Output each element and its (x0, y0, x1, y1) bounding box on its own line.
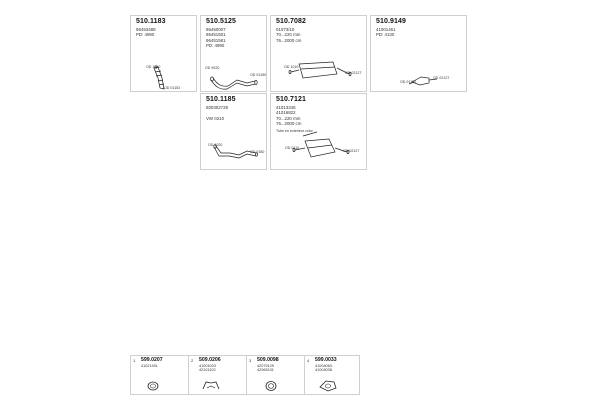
pipe-diameter-label: OD 02127 (345, 71, 362, 75)
part-card-510-1183[interactable] (130, 15, 197, 92)
exhaust-part-diagram (271, 94, 368, 171)
part-card-510-1185[interactable] (200, 93, 267, 170)
part-code: 510.1185 (206, 96, 236, 103)
part-code: 510.7082 (276, 18, 306, 25)
kit-references: 41004063 41004038 (315, 364, 332, 373)
kit-item[interactable] (131, 356, 188, 394)
part-code: 510.1183 (136, 18, 166, 25)
pipe-diameter-label: OD 9220 (205, 66, 220, 70)
accessory-kits-strip (130, 355, 360, 395)
kit-references: 41001003 42101102 (199, 364, 216, 373)
part-references: 500302729 VW 0210 (206, 105, 228, 121)
kit-index: 1 (133, 358, 136, 363)
exhaust-part-diagram (201, 16, 268, 93)
pipe-diameter-label: OD 1020 (208, 143, 223, 147)
clamp-icon (189, 356, 246, 394)
note-label: Tube en exterieur color (276, 129, 313, 133)
flange-gasket-icon (305, 356, 360, 394)
part-references: 96450007 96451501 96451581 PD: 4990 (206, 27, 226, 49)
kit-references: 42075129 42065131 (257, 364, 274, 373)
exhaust-part-diagram (371, 16, 468, 93)
pipe-diameter-label: OD 02127 (343, 149, 360, 153)
part-references: 41001461 PD: 4130 (376, 27, 396, 38)
kit-code: 599.0207 (141, 357, 163, 363)
kit-code: 509.0206 (199, 357, 221, 363)
pipe-diameter-label: OD 01150 (400, 80, 417, 84)
part-card-510-9149[interactable] (370, 15, 467, 92)
kit-item[interactable] (247, 356, 304, 394)
part-code: 510.9149 (376, 18, 406, 25)
exhaust-part-diagram (271, 16, 368, 93)
part-card-510-7082[interactable] (270, 15, 367, 92)
gasket-icon (131, 356, 188, 394)
kit-references: 41021451 (141, 364, 158, 368)
kit-code: 599.0033 (315, 357, 337, 363)
pipe-diameter-label: OD 1010 (284, 65, 299, 69)
kit-code: 509.0098 (257, 357, 279, 363)
kit-index: 4 (307, 358, 310, 363)
part-references: 41013345 41016822 70...220 mm 76...2000 cm (276, 105, 302, 127)
pipe-diameter-label: OD 01153 (164, 86, 181, 90)
kit-item[interactable] (305, 356, 360, 394)
ring-gasket-icon (247, 356, 304, 394)
exhaust-part-diagram (131, 16, 198, 93)
pipe-diameter-label: OD 01150 (250, 73, 267, 77)
part-code: 510.5125 (206, 18, 236, 25)
kit-index: 3 (249, 358, 252, 363)
pipe-diameter-label: OD 02127 (433, 76, 450, 80)
pipe-diameter-label: OD 1010 (146, 65, 161, 69)
part-card-510-7121[interactable] (270, 93, 367, 170)
part-references: 01073/10 70...220 mm 76...2000 cm (276, 27, 302, 43)
kit-index: 2 (191, 358, 194, 363)
kit-item[interactable] (189, 356, 246, 394)
part-code: 510.7121 (276, 96, 306, 103)
pipe-diameter-label: OD 0110 (285, 146, 300, 150)
exhaust-part-diagram (201, 94, 268, 171)
pipe-diameter-label: OD 0180 (250, 150, 265, 154)
part-card-510-5125[interactable] (200, 15, 267, 92)
part-references: 96453488 PD: 4990 (136, 27, 156, 38)
